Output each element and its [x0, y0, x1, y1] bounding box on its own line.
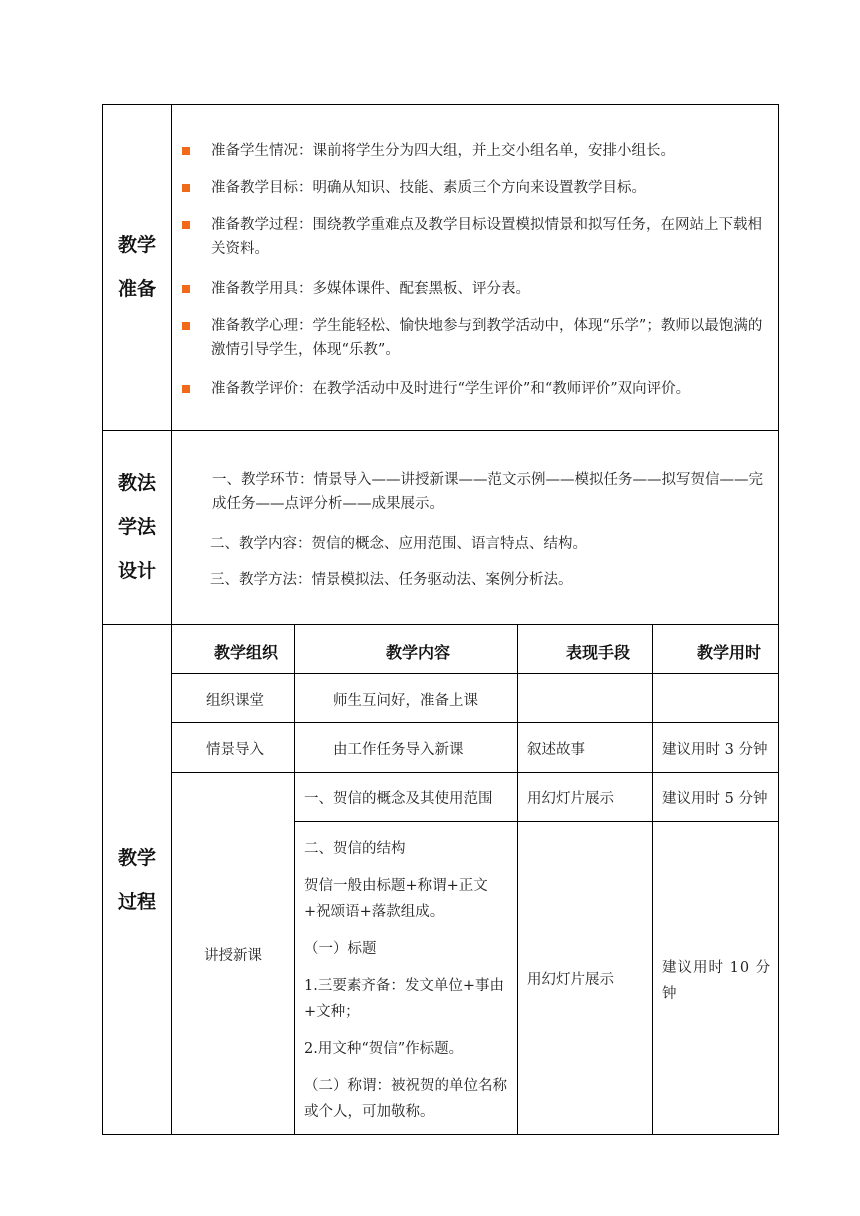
square-bullet-icon — [182, 285, 190, 293]
process-row-line-1 — [171, 673, 779, 674]
row4-content-line: （一）标题 — [304, 941, 377, 957]
prep-item — [182, 277, 772, 301]
square-bullet-icon — [182, 184, 190, 192]
table-border-right — [778, 104, 779, 1135]
process-label-line1: 教学 — [117, 847, 156, 869]
prep-item — [182, 377, 772, 401]
process-col-line-3 — [652, 624, 653, 1135]
row3-time: 建议用时 5 分钟 — [662, 791, 768, 807]
section-divider-2 — [102, 624, 779, 625]
method-label-line2: 学法 — [117, 516, 156, 538]
row4-org: 讲授新课 — [204, 948, 262, 964]
prep-item — [182, 139, 772, 163]
row3-means: 用幻灯片展示 — [527, 791, 614, 807]
table-border-top — [102, 104, 779, 105]
method-section-label — [103, 461, 171, 593]
row2-time: 建议用时 3 分钟 — [662, 742, 768, 758]
row2-means: 叙述故事 — [527, 742, 585, 758]
prep-item — [182, 213, 772, 261]
row4-means: 用幻灯片展示 — [527, 972, 614, 988]
process-row-line-4 — [294, 821, 779, 822]
process-section-label — [103, 836, 171, 924]
row1-org: 组织课堂 — [206, 693, 264, 709]
header-content: 教学内容 — [386, 643, 451, 662]
square-bullet-icon — [182, 221, 190, 229]
prep-item — [182, 314, 772, 362]
method-label-line1: 教法 — [117, 472, 156, 494]
row3-content: 一、贺信的概念及其使用范围 — [304, 791, 493, 807]
method-paragraph-1: 一、教学环节：情景导入——讲授新课——范文示例——模拟任务——拟写贺信——完成任务——点评分析——成果展示。 — [212, 472, 763, 512]
row4-content-line: 1.三要素齐备：发文单位+事由+文种； — [304, 978, 504, 1020]
row2-content: 由工作任务导入新课 — [333, 742, 464, 758]
prep-item-text: 准备教学心理：学生能轻松、愉快地参与到教学活动中，体现“乐学”；教师以最饱满的激情引导学生，体现“乐教”。 — [211, 318, 763, 358]
square-bullet-icon — [182, 322, 190, 330]
row4-content — [304, 836, 512, 1125]
row4-content-line: 二、贺信的结构 — [304, 841, 406, 857]
prep-item-text: 准备教学目标：明确从知识、技能、素质三个方向来设置教学目标。 — [211, 180, 646, 196]
prep-label-line1: 教学 — [117, 234, 156, 256]
prep-item-text: 准备教学用具：多媒体课件、配套黑板、评分表。 — [211, 281, 530, 297]
square-bullet-icon — [182, 385, 190, 393]
prep-item-text: 准备学生情况：课前将学生分为四大组，并上交小组名单，安排小组长。 — [211, 143, 675, 159]
prep-item-text: 准备教学评价：在教学活动中及时进行“学生评价”和“教师评价”双向评价。 — [211, 381, 691, 397]
row2-org: 情景导入 — [206, 742, 264, 758]
row4-time: 建议用时 10 分钟 — [662, 960, 772, 1002]
label-column-divider — [171, 104, 172, 1135]
prep-item — [182, 176, 772, 200]
prep-label-line2: 准备 — [117, 278, 156, 300]
square-bullet-icon — [182, 147, 190, 155]
section-divider-1 — [102, 430, 779, 431]
prep-section-label — [103, 223, 171, 311]
header-time: 教学用时 — [697, 643, 762, 662]
method-paragraph-2: 二、教学内容：贺信的概念、应用范围、语言特点、结构。 — [210, 536, 587, 552]
method-label-line3: 设计 — [117, 560, 156, 582]
prep-item-text: 准备教学过程：围绕教学重难点及教学目标设置模拟情景和拟写任务，在网站上下载相关资料。 — [211, 217, 762, 257]
process-label-line2: 过程 — [117, 891, 156, 913]
row4-content-line: （二）称谓：被祝贺的单位名称或个人，可加敬称。 — [304, 1078, 507, 1120]
row1-content: 师生互问好，准备上课 — [333, 693, 478, 709]
table-border-bottom — [102, 1134, 779, 1135]
process-row-line-3 — [171, 772, 779, 773]
header-means: 表现手段 — [566, 643, 631, 662]
row4-content-line: 2.用文种“贺信”作标题。 — [304, 1041, 464, 1057]
process-col-line-2 — [517, 624, 518, 1135]
row4-content-line: 贺信一般由标题+称谓+正文+祝颂语+落款组成。 — [304, 878, 488, 920]
header-org: 教学组织 — [214, 643, 279, 662]
process-row-line-2 — [171, 722, 779, 723]
method-paragraph-3: 三、教学方法：情景模拟法、任务驱动法、案例分析法。 — [210, 572, 573, 588]
process-col-line-1 — [294, 624, 295, 1135]
